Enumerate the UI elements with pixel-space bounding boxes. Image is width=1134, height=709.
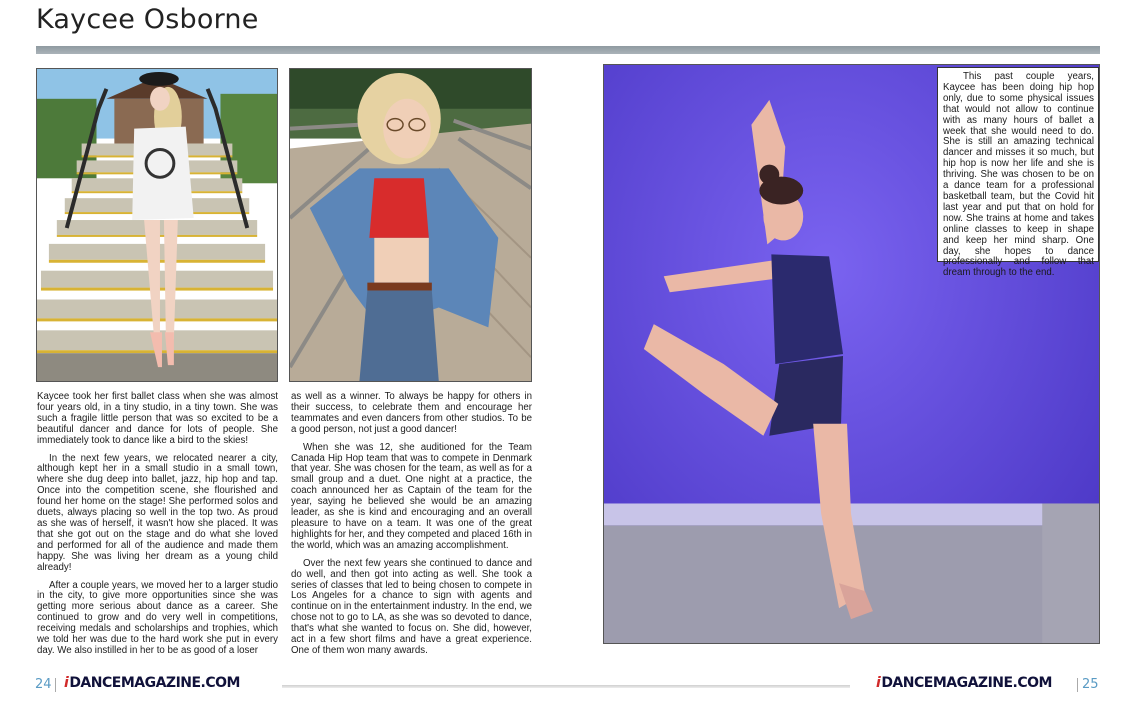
paragraph: In the next few years, we relocated nearer a city, although kept her in a small studio in a small town, where she dug deep into ballet, jazz, hip hop and tap. Once into the competition scene, she flourished and found her home on the stage! She performed solos and duets, always placing so well in the top two. As proud as she was of herself, it wasn't how she placed. It was that she got out on the stage and do what she loved and performed for all of the audience and made them happy. She was living her dream as a young child already! (37, 452, 278, 573)
article-column-1 (37, 392, 278, 664)
paragraph: Over the next few years she continued to dance and do well, and then got into acting as well. She took a series of classes that led to being chosen to compete in Los Angeles for a chance to sign with agents and continue on in the entertainment industry. In the end, we chose not to go to LA, as she was so devoted to dance, that's what she wanted to focus on. She did, however, act in a few short films and have a great experience. One of them won many awards. (291, 557, 532, 656)
magazine-logo-left[interactable] (64, 675, 240, 691)
paragraph: Kaycee took her first ballet class when she was almost four years old, in a tiny studio, in a tiny town. She was such a fragile little person that was so excited to be a beautiful dancer and dance for lots of people. She immediately took to dance like a bird to the skies! (37, 391, 278, 446)
footer-separator (1077, 678, 1078, 692)
footer-rule (282, 685, 850, 688)
inset-text-box (937, 67, 1099, 279)
article-column-2 (291, 392, 532, 664)
paragraph: as well as a winner. To always be happy for others in their success, to celebrate them and encourage her teammates and even dancers from other studios. To be a good person, not just a good dancer! (291, 391, 532, 435)
logo-i: i (64, 675, 69, 691)
paragraph: When she was 12, she auditioned for the Team Canada Hip Hop team that was to compete in Denmark that year. She was chosen for the team, as well as for a small group and a duet. One night at a practice, the coach announced her as Captain of the team for the year, saying he believed she would be an amazing leader, as she is kind and encouraging and an overall pleasure to have on a team. It was one of the great highlights for her, and they competed and placed 16th in the world, which was an amazing accomplishment. (291, 441, 532, 551)
inset-paragraph: This past couple years, Kaycee has been doing hip hop only, due to some physical issues that would not allow to continue with as many hours of ballet a week that she would need to do. She is still an amazing technical dancer and misses it so much, but hip hop is now her life and she is thriving. She was chosen to be on a dance team for a professional basketball team, but the Covid hit last year and put that on hold for now. She trains at home and takes online classes to keep in shape and keep her mind sharp. One day, she hopes to dance professionally and follow that dream through to the end. (943, 71, 1094, 279)
logo-i: i (876, 675, 881, 691)
logo-text: DANCEMAGAZINE.COM (881, 675, 1052, 691)
photo-denim-boardwalk (289, 68, 532, 382)
title-divider (36, 46, 1100, 54)
magazine-logo-right[interactable] (876, 675, 1052, 691)
page-number-left: 24 (35, 677, 52, 692)
paragraph: After a couple years, we moved her to a larger studio in the city, to give more opportunities since she was getting more serious about dance as a career. She continued to grow and do very well in competitions, receiving medals and scholarships and trophies, which we told her was due to the hard work she put in every day. We also instilled in her to be as good of a loser (37, 579, 278, 656)
page-number-right: 25 (1082, 677, 1099, 692)
logo-text: DANCEMAGAZINE.COM (69, 675, 240, 691)
footer-separator (55, 678, 56, 692)
photo-ballet-stairs (36, 68, 278, 382)
page-title: Kaycee Osborne (36, 4, 259, 35)
